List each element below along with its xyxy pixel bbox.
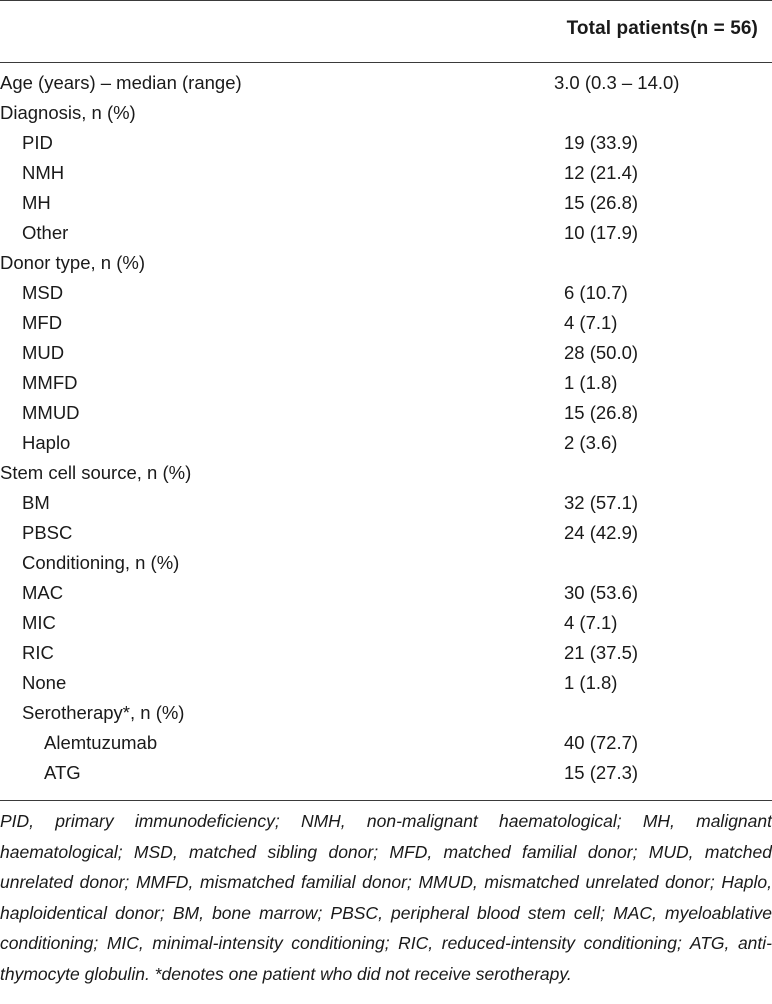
row-label: PBSC [22,522,73,543]
row-label: BM [22,492,50,513]
row-label: MMFD [22,372,78,393]
row-label: NMH [22,162,65,183]
row-value: 19 (33.9) [564,132,639,153]
table-row [0,578,772,608]
table-header-rule [0,62,772,63]
table-row [0,428,772,458]
table-body [0,68,772,788]
row-label: Conditioning, n (%) [22,552,180,573]
row-label: Haplo [22,432,71,453]
row-label: MMUD [22,402,80,423]
row-label: MUD [22,342,65,363]
row-value: 1 (1.8) [564,372,618,393]
row-label: Diagnosis, n (%) [0,102,136,123]
table-row [0,548,772,578]
row-label: Serotherapy*, n (%) [22,702,185,723]
table-row [0,188,772,218]
row-label: MFD [22,312,63,333]
table-row [0,488,772,518]
row-value: 2 (3.6) [564,432,618,453]
row-value: 1 (1.8) [564,672,618,693]
table-row [0,278,772,308]
row-value: 4 (7.1) [564,612,618,633]
table-row [0,68,772,98]
table-top-rule [0,0,772,1]
row-label: None [22,672,67,693]
table-row [0,218,772,248]
table-row [0,458,772,488]
row-value: 12 (21.4) [564,162,639,183]
column-header-total-patients: Total patients(n = 56) [566,18,758,39]
row-value: 32 (57.1) [564,492,639,513]
table-row [0,338,772,368]
table-row [0,308,772,338]
row-label: MH [22,192,51,213]
table-row [0,248,772,278]
table-row [0,518,772,548]
row-label: MAC [22,582,64,603]
row-value: 30 (53.6) [564,582,639,603]
row-value: 15 (26.8) [564,192,639,213]
table-row [0,758,772,788]
row-value: 28 (50.0) [564,342,639,363]
table-row [0,728,772,758]
row-label: Donor type, n (%) [0,252,145,273]
row-value: 15 (26.8) [564,402,639,423]
row-label: Stem cell source, n (%) [0,462,192,483]
table-row [0,668,772,698]
row-value: 15 (27.3) [564,762,639,783]
table-bottom-rule [0,800,772,801]
row-label: MSD [22,282,64,303]
row-label: Age (years) – median (range) [0,72,242,93]
row-value: 10 (17.9) [564,222,639,243]
table-row [0,368,772,398]
row-value: 24 (42.9) [564,522,639,543]
table-row [0,608,772,638]
table-footnote: PID, primary immunodeficiency; NMH, non-malignant haematological; MH, malignant haematological; MSD, matched sibling donor; MFD, matched familial donor; MUD, matched unrelated donor; MMFD, mismatched familial donor; MMUD, mismatched unrelated donor; Haplo, haploidentical donor; BM, bone marrow; PBSC, peripheral blood stem cell; MAC, myeloablative conditioning; MIC, minimal-intensity conditioning; RIC, reduced-intensity conditioning; ATG, anti-thymocyte globulin. *denotes one patient who did not receive serotherapy. [0,811,772,984]
row-value: 40 (72.7) [564,732,639,753]
row-value: 21 (37.5) [564,642,639,663]
row-label: Other [22,222,69,243]
table-row [0,98,772,128]
row-label: MIC [22,612,56,633]
row-label: Alemtuzumab [44,732,158,753]
row-value: 4 (7.1) [564,312,618,333]
table-row [0,698,772,728]
row-value: 6 (10.7) [564,282,628,303]
row-label: RIC [22,642,54,663]
row-label: PID [22,132,53,153]
table-row [0,128,772,158]
table-row [0,398,772,428]
table-row [0,158,772,188]
row-value: 3.0 (0.3 – 14.0) [554,72,680,93]
table-row [0,638,772,668]
row-label: ATG [44,762,81,783]
